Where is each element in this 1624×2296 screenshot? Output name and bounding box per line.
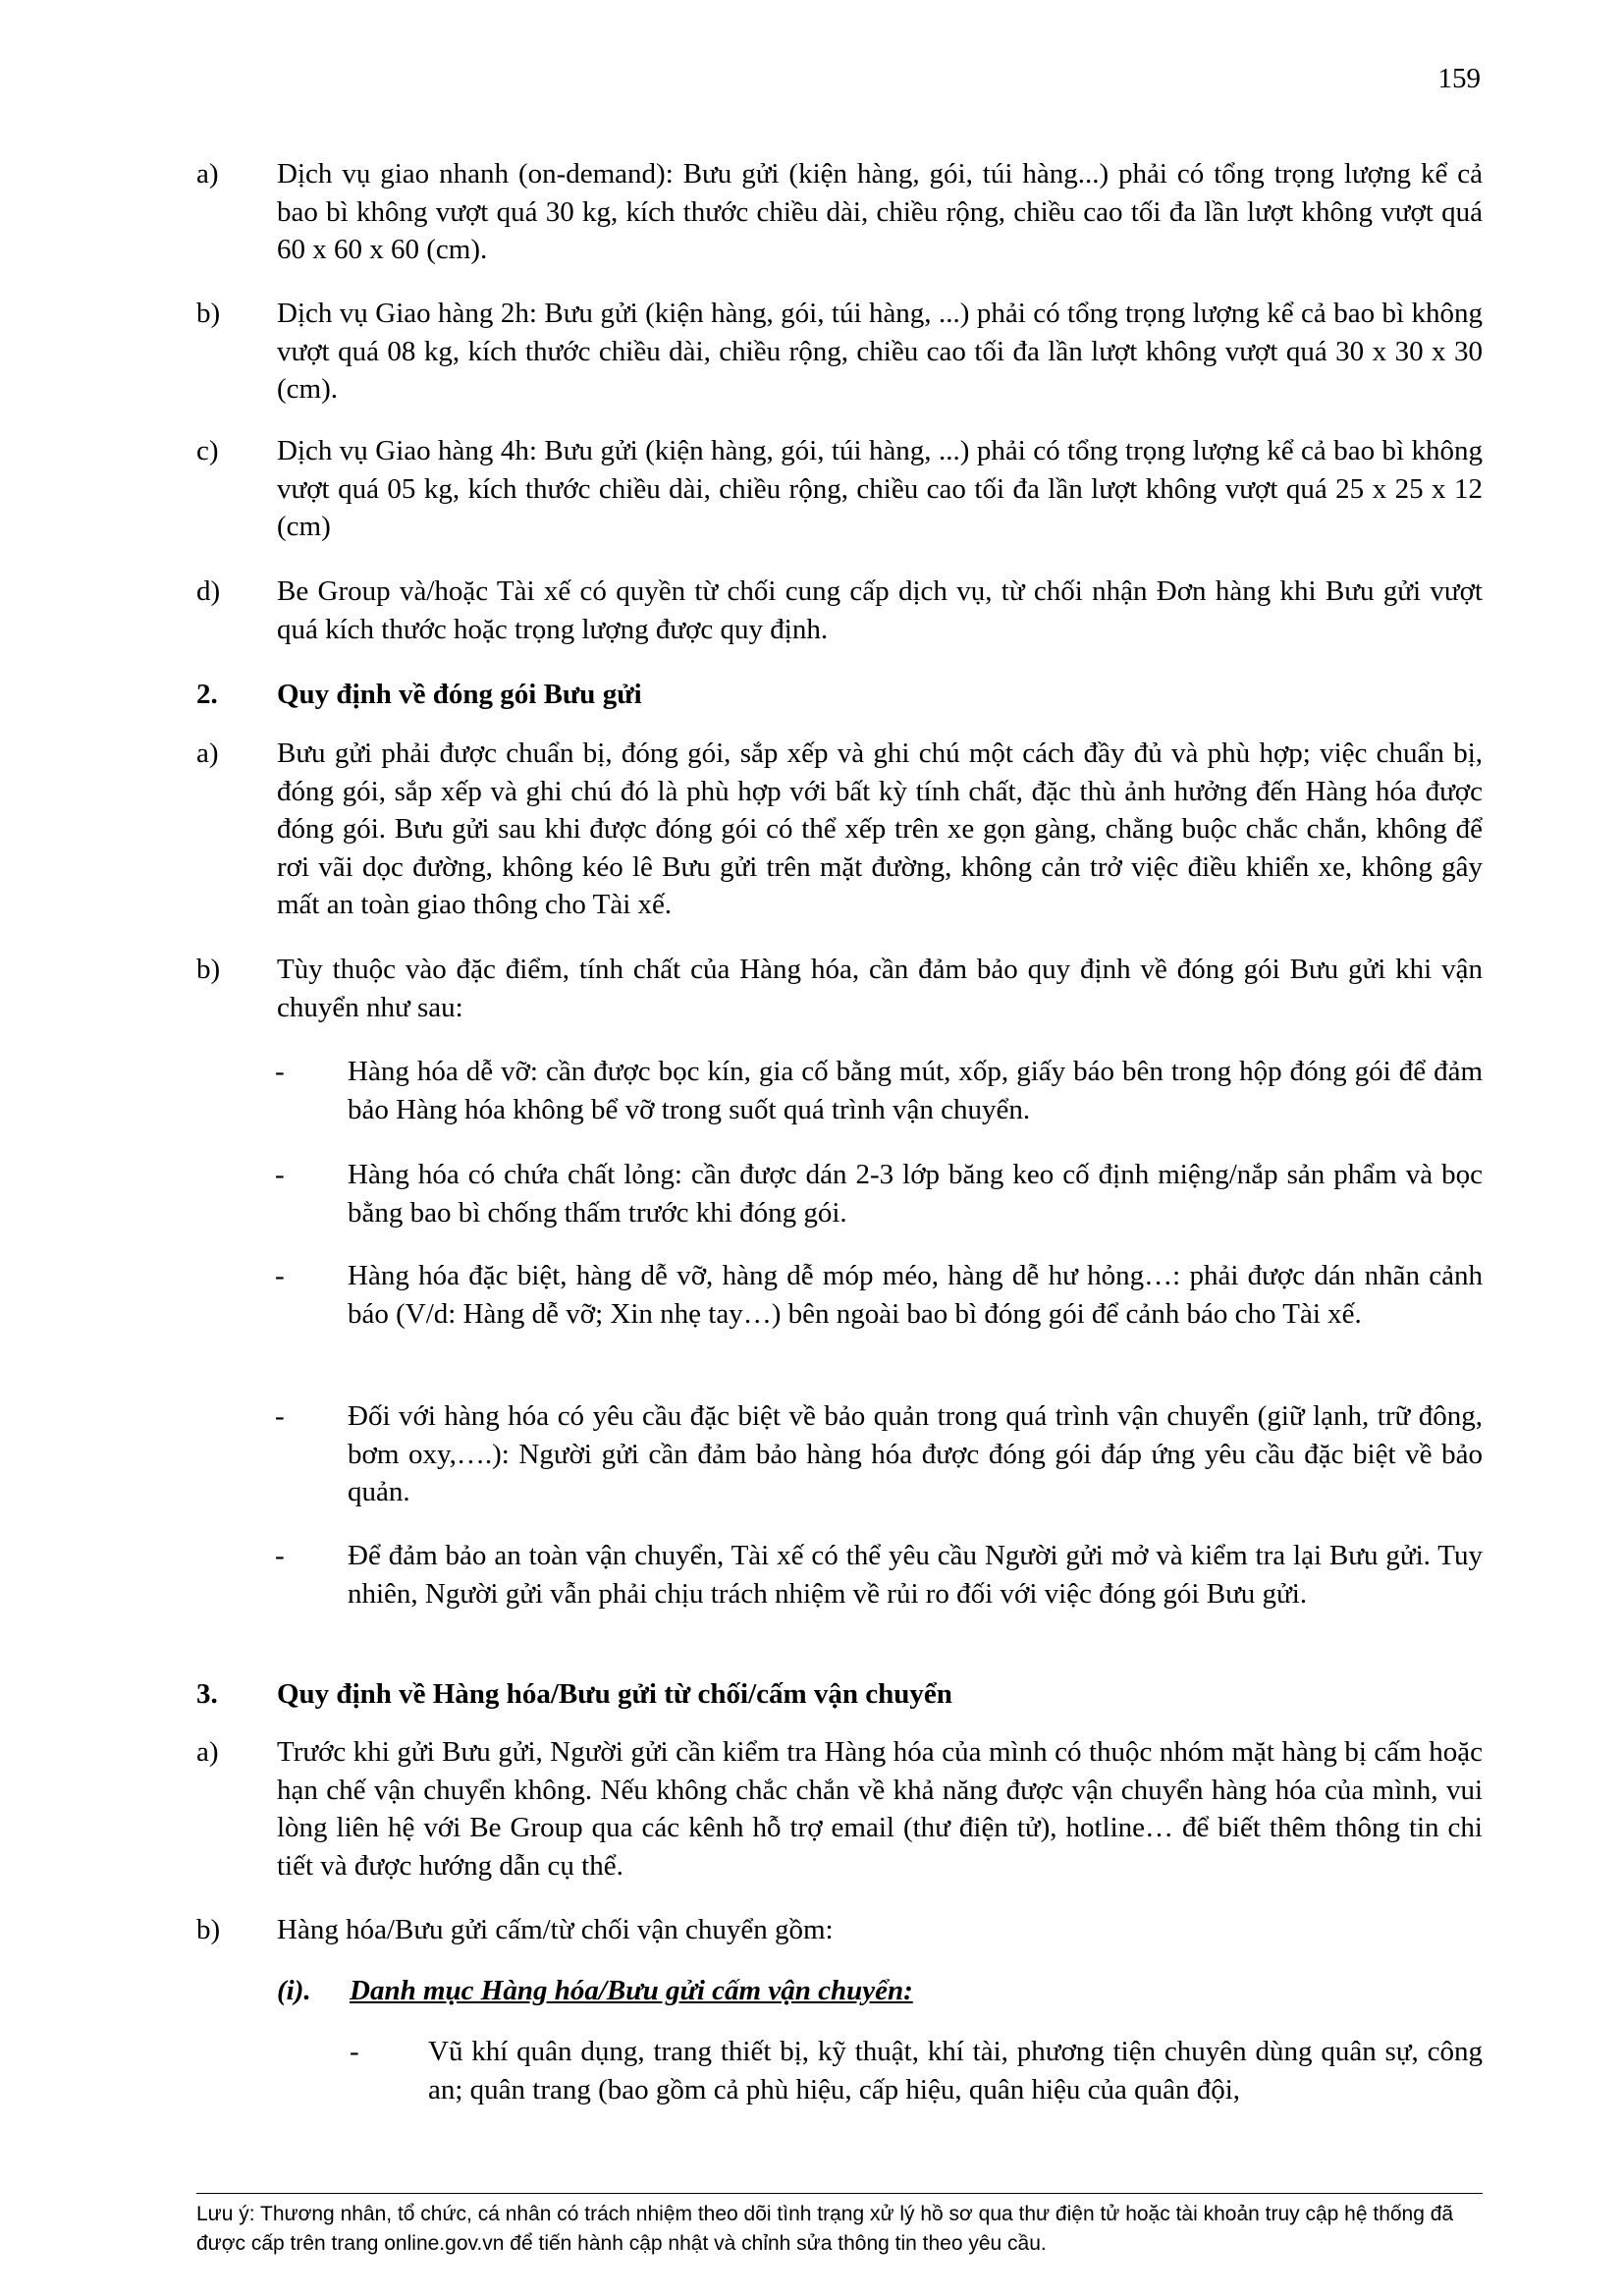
item-text: Dịch vụ Giao hàng 4h: Bưu gửi (kiện hàng, gói, túi hàng, ...) phải có tổng trọng lượng kể cả bao bì không vượt quá 05 kg, kích thước chiều dài, chiều rộng, chiều cao tối đa lần lượt không vượt quá 25 x 25 x 12 (cm): [277, 435, 1483, 542]
item-label: c): [196, 435, 219, 466]
list-item: [196, 951, 1483, 1026]
bullet-text: Để đảm bảo an toàn vận chuyển, Tài xế có thể yêu cầu Người gửi mở và kiểm tra lại Bưu gửi. Tuy nhiên, Người gửi vẫn phải chịu trách nhiệm về rủi ro đối với việc đóng gói Bưu gửi.: [348, 1540, 1483, 1610]
item-label: d): [196, 575, 221, 607]
subsection-title: Danh mục Hàng hóa/Bưu gửi cấm vận chuyển:: [350, 1975, 913, 2006]
bullet-dash: -: [275, 1540, 285, 1571]
footer-note: Lưu ý: Thương nhân, tổ chức, cá nhân có trách nhiệm theo dõi tình trạng xử lý hồ sơ qua thư điện tử hoặc tài khoản truy cập hệ thống đã được cấp trên trang online.gov.vn để tiến hành cập nhật và chỉnh sửa thông tin theo yêu cầu.: [196, 2203, 1454, 2255]
bullet-dash: -: [275, 1159, 285, 1190]
item-text: Dịch vụ Giao hàng 2h: Bưu gửi (kiện hàng, gói, túi hàng, ...) phải có tổng trọng lượng kể cả bao bì không vượt quá 08 kg, kích thước chiều dài, chiều rộng, chiều cao tối đa lần lượt không vượt quá 30 x 30 x 30 (cm).: [277, 298, 1483, 405]
subsection-label: (i).: [277, 1975, 311, 2006]
list-item: [196, 573, 1483, 648]
section-title: Quy định về Hàng hóa/Bưu gửi từ chối/cấm vận chuyển: [277, 1678, 952, 1710]
bullet-dash: -: [275, 1400, 285, 1432]
bullet-text: Vũ khí quân dụng, trang thiết bị, kỹ thuật, khí tài, phương tiện chuyên dùng quân sự, công an; quân trang (bao gồm cả phù hiệu, cấp hiệu, quân hiệu của quân đội,: [428, 2036, 1483, 2105]
item-label: a): [196, 158, 219, 190]
footer-divider: [196, 2193, 1483, 2194]
item-text: Hàng hóa/Bưu gửi cấm/từ chối vận chuyển gồm:: [277, 1914, 834, 1945]
page-number: 159: [1437, 63, 1481, 94]
bullet-dash: -: [275, 1056, 285, 1087]
list-item: [196, 155, 1483, 269]
item-label: b): [196, 954, 221, 985]
section-number: 3.: [196, 1678, 218, 1710]
list-item: [196, 1911, 1483, 1949]
section-heading: [196, 676, 1483, 714]
bullet-item: [350, 2033, 1483, 2108]
bullet-item: [275, 1397, 1483, 1511]
bullet-text: Đối với hàng hóa có yêu cầu đặc biệt về bảo quản trong quá trình vận chuyển (giữ lạnh, trữ đông, bơm oxy,….): Người gửi cần đảm bảo hàng hóa được đóng gói đáp ứng yêu cầu đặc biệt về bảo quản.: [348, 1400, 1483, 1507]
bullet-item: [275, 1537, 1483, 1613]
bullet-dash: -: [275, 1260, 285, 1291]
bullet-text: Hàng hóa đặc biệt, hàng dễ vỡ, hàng dễ móp méo, hàng dễ hư hỏng…: phải được dán nhãn cảnh báo (V/d: Hàng dễ vỡ; Xin nhẹ tay…) bên ngoài bao bì đóng gói để cảnh báo cho Tài xế.: [348, 1260, 1483, 1330]
item-text: Bưu gửi phải được chuẩn bị, đóng gói, sắp xếp và ghi chú một cách đầy đủ và phù hợp; việc chuẩn bị, đóng gói, sắp xếp và ghi chú đó là phù hợp với bất kỳ tính chất, đặc thù ảnh hưởng đến Hàng hóa được đóng gói. Bưu gửi sau khi được đóng gói có thể xếp trên xe gọn gàng, chằng buộc chắc chắn, không để rơi vãi dọc đường, không kéo lê Bưu gửi trên mặt đường, không cản trở việc điều khiển xe, không gây mất an toàn giao thông cho Tài xế.: [277, 738, 1483, 920]
bullet-text: Hàng hóa có chứa chất lỏng: cần được dán 2-3 lớp băng keo cố định miệng/nắp sản phẩm và bọc bằng bao bì chống thấm trước khi đóng gói.: [348, 1159, 1483, 1229]
bullet-item: [275, 1156, 1483, 1231]
item-label: a): [196, 1736, 219, 1768]
item-text: Tùy thuộc vào đặc điểm, tính chất của Hàng hóa, cần đảm bảo quy định về đóng gói Bưu gửi khi vận chuyển như sau:: [277, 954, 1483, 1023]
subsection-heading: [277, 1972, 1483, 2010]
list-item: [196, 295, 1483, 409]
list-item: [196, 1733, 1483, 1885]
bullet-dash: -: [350, 2036, 359, 2067]
item-text: Be Group và/hoặc Tài xế có quyền từ chối cung cấp dịch vụ, từ chối nhận Đơn hàng khi Bưu gửi vượt quá kích thước hoặc trọng lượng được quy định.: [277, 575, 1483, 645]
item-label: b): [196, 1914, 221, 1945]
item-label: b): [196, 298, 221, 329]
section-heading: [196, 1675, 1483, 1714]
bullet-text: Hàng hóa dễ vỡ: cần được bọc kín, gia cố bằng mút, xốp, giấy báo bên trong hộp đóng gói để đảm bảo Hàng hóa không bể vỡ trong suốt quá trình vận chuyển.: [348, 1056, 1483, 1125]
bullet-item: [275, 1053, 1483, 1128]
section-title: Quy định về đóng gói Bưu gửi: [277, 679, 642, 710]
list-item: [196, 432, 1483, 546]
bullet-item: [275, 1257, 1483, 1333]
item-label: a): [196, 738, 219, 769]
section-number: 2.: [196, 679, 218, 710]
list-item: [196, 735, 1483, 924]
item-text: Trước khi gửi Bưu gửi, Người gửi cần kiểm tra Hàng hóa của mình có thuộc nhóm mặt hàng bị cấm hoặc hạn chế vận chuyển không. Nếu không chắc chắn về khả năng được vận chuyển hàng hóa của mình, vui lòng liên hệ với Be Group qua các kênh hỗ trợ email (thư điện tử), hotline… để biết thêm thông tin chi tiết và được hướng dẫn cụ thể.: [277, 1736, 1483, 1882]
item-text: Dịch vụ giao nhanh (on-demand): Bưu gửi (kiện hàng, gói, túi hàng...) phải có tổng trọng lượng kể cả bao bì không vượt quá 30 kg, kích thước chiều dài, chiều rộng, chiều cao tối đa lần lượt không vượt quá 60 x 60 x 60 (cm).: [277, 158, 1483, 265]
